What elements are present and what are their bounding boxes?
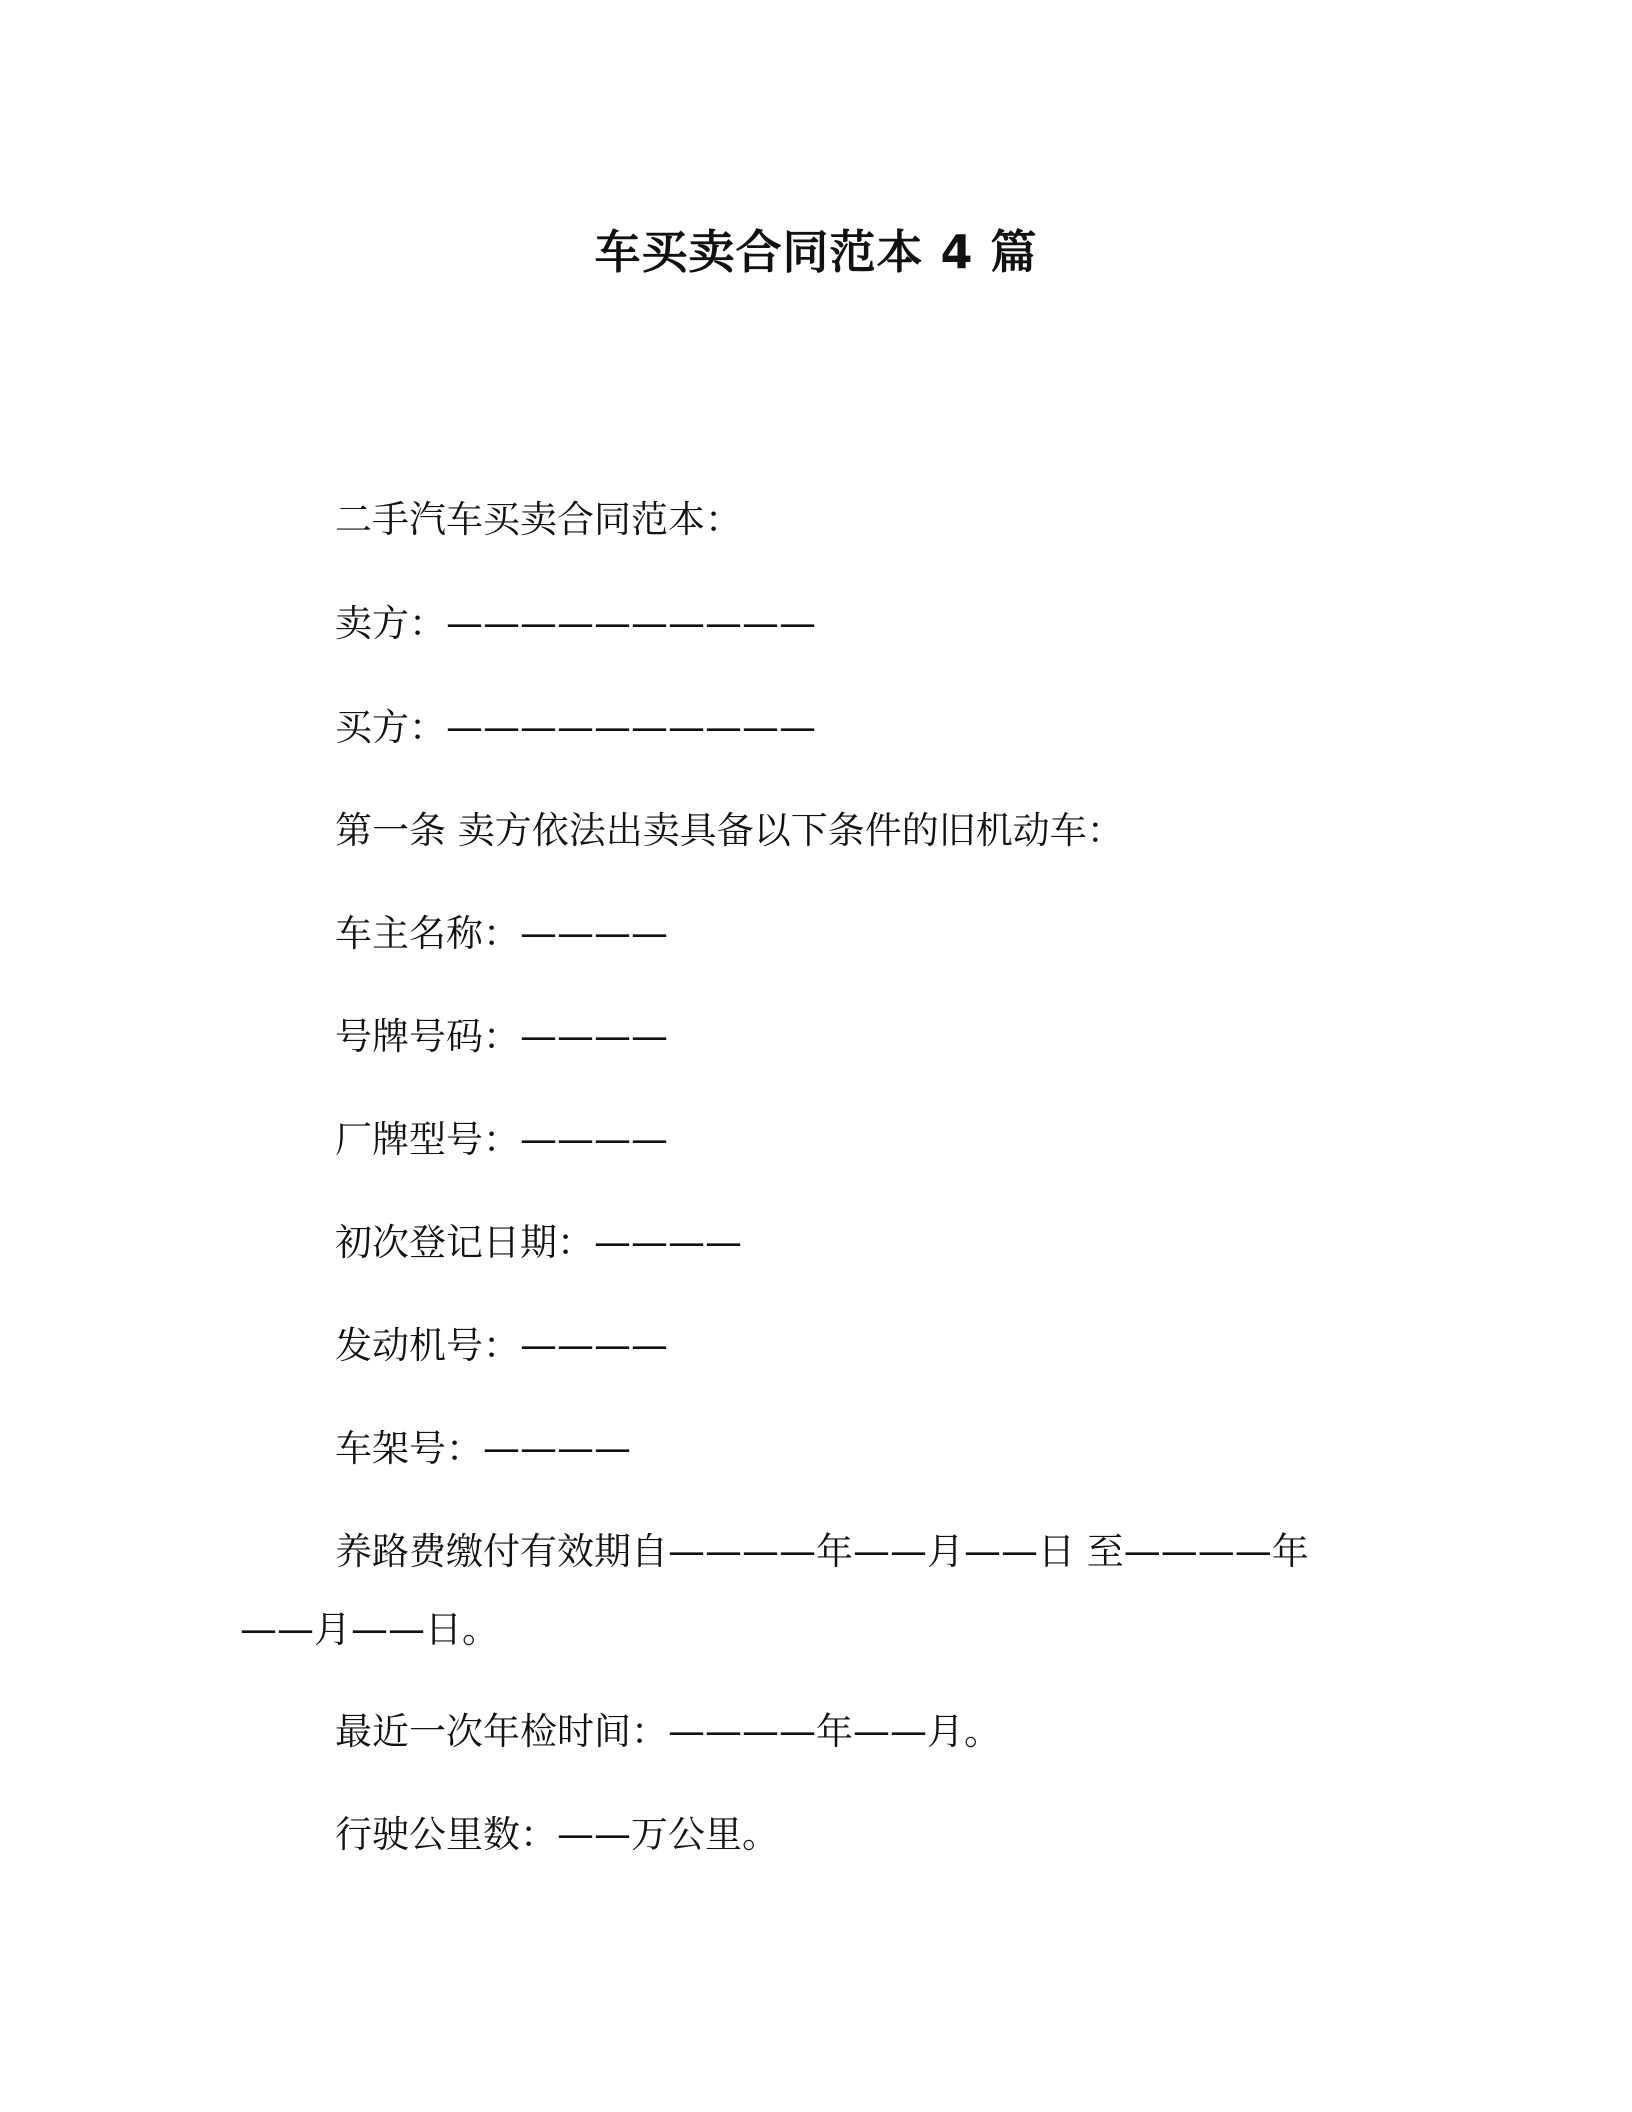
paragraph-frame-number: 车架号：———— (335, 1427, 631, 1470)
paragraph-buyer: 买方：—————————— (335, 706, 816, 749)
document-title: 车买卖合同范本 4 篇 (594, 225, 1038, 279)
paragraph-heading: 二手汽车买卖合同范本： (335, 498, 742, 541)
paragraph-brand-model: 厂牌型号：———— (335, 1118, 668, 1161)
paragraph-last-inspection: 最近一次年检时间：————年——月。 (335, 1710, 1001, 1753)
paragraph-plate-number: 号牌号码：———— (335, 1015, 668, 1058)
paragraph-engine-number: 发动机号：———— (335, 1324, 668, 1367)
paragraph-road-fee-period: 养路费缴付有效期自————年——月——日 至————年——月——日。 (240, 1530, 1309, 1651)
paragraph-mileage: 行驶公里数：——万公里。 (335, 1813, 779, 1856)
paragraph-first-registration: 初次登记日期：———— (335, 1221, 742, 1264)
paragraph-owner-name: 车主名称：———— (335, 912, 668, 955)
paragraph-article-one: 第一条 卖方依法出卖具备以下条件的旧机动车： (335, 809, 1124, 852)
paragraph-seller: 卖方：—————————— (335, 602, 816, 645)
